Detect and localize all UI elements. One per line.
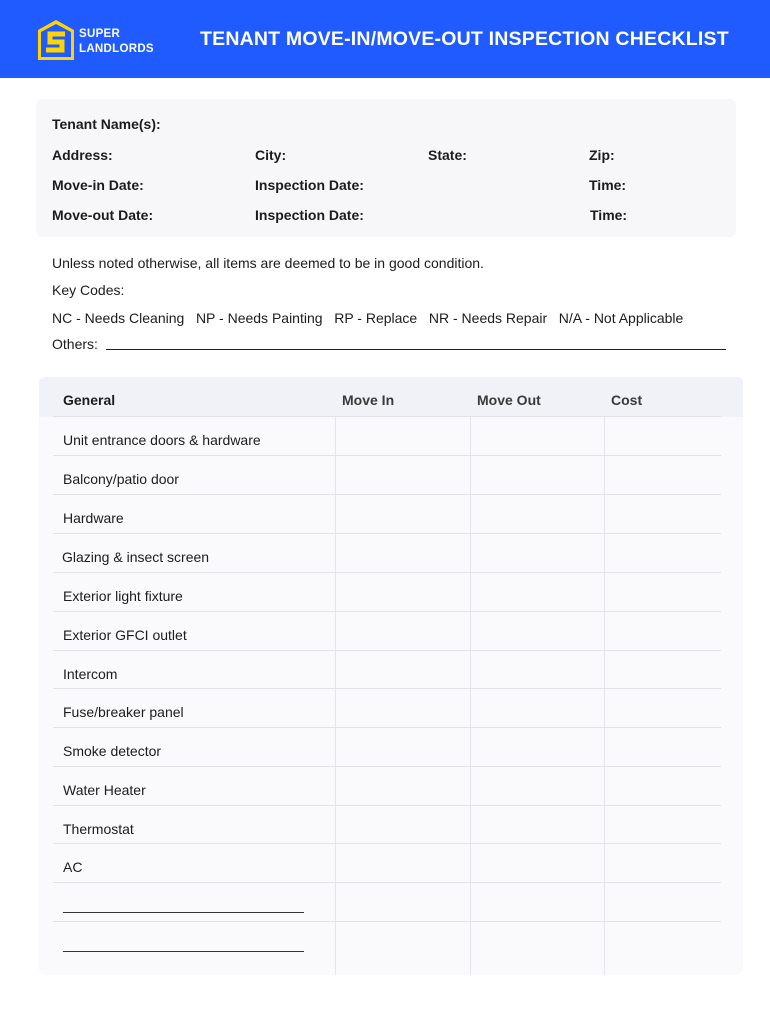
move-out-date-label: Move-out Date: xyxy=(52,207,154,223)
row-divider xyxy=(53,843,721,844)
blank-item-line[interactable] xyxy=(63,912,304,913)
row-divider xyxy=(53,921,721,922)
table-row: Balcony/patio door xyxy=(63,471,179,487)
table-row: Hardware xyxy=(63,510,124,526)
column-divider xyxy=(604,417,605,975)
row-divider xyxy=(53,766,721,767)
header-move-out: Move Out xyxy=(477,392,541,408)
key-codes-label: Key Codes: xyxy=(52,282,125,298)
table-row: Exterior light fixture xyxy=(63,588,183,604)
page-title: TENANT MOVE-IN/MOVE-OUT INSPECTION CHECKLIST xyxy=(200,28,729,50)
blank-item-line[interactable] xyxy=(63,951,304,952)
tenant-names-label: Tenant Name(s): xyxy=(52,116,161,132)
brand-line-2: LANDLORDS xyxy=(79,43,154,55)
move-in-date-label: Move-in Date: xyxy=(52,177,144,193)
others-input-line[interactable] xyxy=(106,349,726,350)
row-divider xyxy=(53,650,721,651)
column-divider xyxy=(335,417,336,975)
row-divider xyxy=(53,688,721,689)
row-divider xyxy=(53,494,721,495)
row-divider xyxy=(53,805,721,806)
row-divider xyxy=(53,572,721,573)
general-checklist-table xyxy=(39,377,743,975)
table-row: Exterior GFCI outlet xyxy=(63,627,187,643)
time-label-1: Time: xyxy=(589,177,627,193)
others-label: Others: xyxy=(52,336,98,352)
table-row: Fuse/breaker panel xyxy=(63,704,184,720)
key-codes-list: NC - Needs Cleaning NP - Needs Painting RP - Replace NR - Needs Repair N/A - Not Applicable xyxy=(52,310,684,326)
inspection-date-label-1: Inspection Date: xyxy=(255,177,364,193)
time-label-2: Time: xyxy=(590,207,628,223)
super-landlords-logo-icon xyxy=(38,20,74,60)
row-divider xyxy=(53,533,721,534)
table-row: Smoke detector xyxy=(63,743,162,759)
table-row: Water Heater xyxy=(63,782,146,798)
column-divider xyxy=(470,417,471,975)
header-move-in: Move In xyxy=(342,392,395,408)
table-row: AC xyxy=(63,859,83,875)
row-divider xyxy=(53,882,721,883)
table-row: Unit entrance doors & hardware xyxy=(63,432,261,448)
table-row: Glazing & insect screen xyxy=(62,549,210,565)
row-divider xyxy=(53,416,721,417)
row-divider xyxy=(53,611,721,612)
address-label: Address: xyxy=(52,147,113,163)
brand-line-1: SUPER xyxy=(79,28,121,40)
row-divider xyxy=(53,727,721,728)
table-row: Thermostat xyxy=(63,821,134,837)
row-divider xyxy=(53,455,721,456)
inspection-date-label-2: Inspection Date: xyxy=(255,207,364,223)
header-bar xyxy=(0,0,770,78)
table-row: Intercom xyxy=(63,666,118,682)
city-label: City: xyxy=(255,147,287,163)
zip-label: Zip: xyxy=(589,147,615,163)
brand-name xyxy=(79,27,154,57)
header-general: General xyxy=(63,392,116,408)
state-label: State: xyxy=(428,147,467,163)
condition-note: Unless noted otherwise, all items are deemed to be in good condition. xyxy=(52,255,484,271)
header-cost: Cost xyxy=(611,392,643,408)
